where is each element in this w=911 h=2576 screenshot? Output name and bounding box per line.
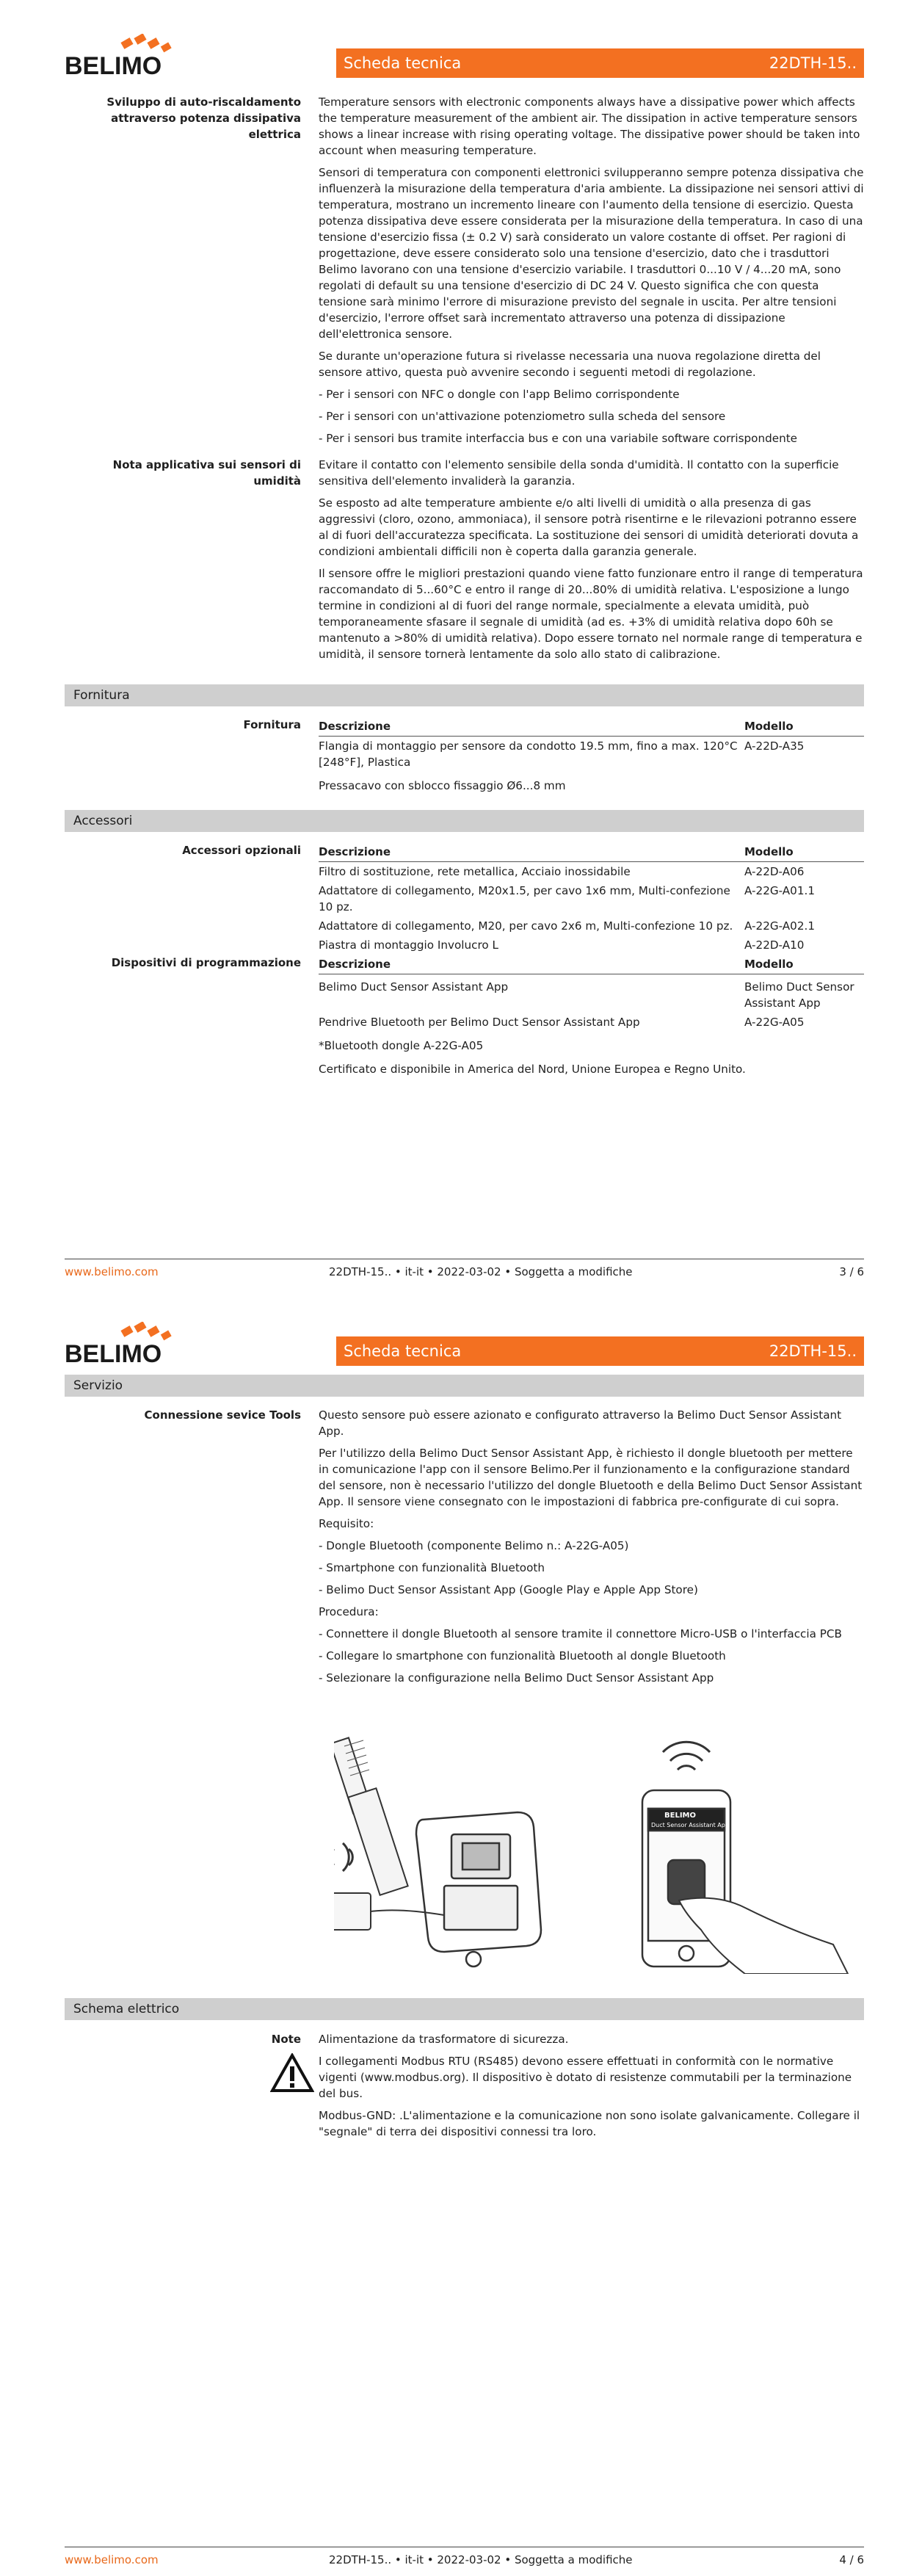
row-desc: Pressacavo con sblocco fissaggio Ø6...8 mm	[319, 779, 566, 792]
row-desc: *Bluetooth dongle A-22G-A05	[319, 1039, 484, 1052]
row-model	[744, 1032, 864, 1055]
fornitura-table	[319, 717, 864, 795]
table-row	[319, 974, 864, 1013]
prog-block	[65, 955, 864, 1079]
prog-table	[319, 955, 864, 1079]
phone-brand: BELIMO	[664, 1812, 696, 1820]
conn-list-item: - Connettere il dongle Bluetooth al sensore tramite il connettore Micro-USB o l'interfaccia PCB	[319, 1627, 842, 1640]
dev-paragraph: Temperature sensors with electronic components always have a dissipative power which affects the temperature measurement of the ambient air. The dissipation in active temperature sensors shows a linear increase with rising operating voltage. The dissipative power should be taken into account when measuring temperature.	[319, 95, 860, 157]
hum-block	[65, 457, 864, 668]
table-row	[319, 916, 864, 936]
row-desc: Certificato e disponibile in America del Nord, Unione Europea e Regno Unito.	[319, 1063, 746, 1076]
prog-label: Dispositivi di programmazione	[111, 956, 301, 969]
hum-paragraph: Evitare il contatto con l'elemento sensibile della sonda d'umidità. Il contatto con la superficie sensitiva dell'elemento invaliderà la garanzia.	[319, 458, 839, 488]
doc-title: Scheda tecnica	[344, 1342, 462, 1360]
section-servizio: Servizio	[65, 1375, 864, 1397]
note-label-col	[65, 2031, 319, 2146]
conn-list-item: - Dongle Bluetooth (componente Belimo n.: A-22G-A05)	[319, 1539, 629, 1552]
hum-paragraph: Il sensore offre le migliori prestazioni quando viene fatto funzionare entro il range di temperatura raccomandato di 5...60°C e entro il range di 20...80% di umidità relativa. L'esposizione a lungo termine in condizioni al di fuori del range normale, specialmente a elevata umidità, può temporaneamente sfasare il segnale di umidità (ad es. +3% di umidità relativa dopo 60h se mantenuto a >80% di umidità relativa). Dopo essere tornato nel normale range di temperatura e umidità, il sensore tornerà lentamente da solo allo stato di calibrazione.	[319, 567, 863, 661]
footer-info: 22DTH-15.. • it-it • 2022-03-02 • Soggetta a modifiche	[329, 2553, 633, 2566]
sensor-phone-illustration	[334, 1710, 863, 1974]
footer-page: 3 / 6	[839, 1265, 864, 1278]
svg-text:BELIMO: BELIMO	[65, 52, 162, 78]
note-paragraph: Modbus-GND: .L'alimentazione e la comunicazione non sono isolate galvanicamente. Collegare il "segnale" di terra dei dispositivi connessi tra loro.	[319, 2109, 860, 2138]
dev-list-item: - Per i sensori bus tramite interfaccia bus e con una variabile software corrispondente	[319, 432, 798, 445]
row-desc: Filtro di sostituzione, rete metallica, Acciaio inossidabile	[319, 865, 631, 878]
footer-site-link[interactable]: www.belimo.com	[65, 2553, 159, 2566]
section-schema: Schema elettrico	[65, 1998, 864, 2020]
conn-list-item: - Selezionare la configurazione nella Belimo Duct Sensor Assistant App	[319, 1671, 714, 1685]
conn-label: Connessione sevice Tools	[144, 1408, 301, 1422]
row-model: A-22D-A10	[744, 938, 805, 952]
dev-paragraph: Se durante un'operazione futura si rivelasse necessaria una nuova regolazione diretta del sensore attivo, questa può avvenire secondo i seguenti metodi di regolazione.	[319, 350, 821, 379]
svg-text:BELIMO: BELIMO	[65, 1340, 162, 1366]
conn-list-item: - Smartphone con funzionalità Bluetooth	[319, 1561, 545, 1574]
conn-paragraph: Per l'utilizzo della Belimo Duct Sensor Assistant App, è richiesto il dongle bluetooth per mettere in comunicazione l'app con il sensore Belimo.Per il funzionamento e la configurazione standard del sensore, non è necessario l'utilizzo del dongle Bluetooth e della Belimo Duct Sensor Assistant App. Il sensore viene consegnato con le impostazioni di fabbrica pre-configurate di cui sopra.	[319, 1447, 863, 1508]
note-paragraph: Alimentazione da trasformatore di sicurezza.	[319, 2033, 569, 2046]
hum-label: Nota applicativa sui sensori di umidità	[112, 458, 301, 488]
row-model: A-22G-A02.1	[744, 919, 815, 933]
col-desc: Descrizione	[319, 955, 744, 974]
col-desc: Descrizione	[319, 842, 744, 862]
acc-label: Accessori opzionali	[182, 844, 301, 857]
table-row	[319, 936, 864, 955]
section-accessori: Accessori	[65, 810, 864, 832]
col-model: Modello	[744, 955, 864, 974]
col-model: Modello	[744, 842, 864, 862]
page-footer	[65, 2547, 864, 2568]
row-desc: Flangia di montaggio per sensore da condotto 19.5 mm, fino a max. 120°C [248°F], Plastica	[319, 739, 738, 769]
doc-model: 22DTH-15..	[769, 54, 857, 72]
row-desc: Belimo Duct Sensor Assistant App	[319, 980, 509, 994]
doc-model: 22DTH-15..	[769, 1342, 857, 1360]
row-desc: Adattatore di collegamento, M20x1.5, per cavo 1x6 mm, Multi-confezione 10 pz.	[319, 884, 730, 913]
belimo-logo	[65, 1322, 182, 1366]
acc-block	[65, 842, 864, 955]
footer-site-link[interactable]: www.belimo.com	[65, 1265, 159, 1278]
conn-list-item: - Collegare lo smartphone con funzionalità Bluetooth al dongle Bluetooth	[319, 1649, 726, 1663]
page-header	[0, 0, 911, 87]
row-model	[744, 772, 864, 795]
table-row	[319, 1055, 864, 1079]
section-fornitura: Fornitura	[65, 684, 864, 706]
page-footer	[65, 1259, 864, 1280]
row-model: A-22G-A05	[744, 1016, 805, 1029]
conn-paragraph: Questo sensore può essere azionato e configurato attraverso la Belimo Duct Sensor Assistant App.	[319, 1408, 842, 1438]
footer-page: 4 / 6	[839, 2553, 864, 2566]
row-desc: Adattatore di collegamento, M20, per cavo 2x6 m, Multi-confezione 10 pz.	[319, 919, 733, 933]
dev-list-item: - Per i sensori con NFC o dongle con l'app Belimo corrispondente	[319, 388, 680, 401]
note-paragraph: I collegamenti Modbus RTU (RS485) devono essere effettuati in conformità con le normative vigenti (www.modbus.org). Il dispositivo è dotato di resistenze commutabili per la terminazione del bus.	[319, 2055, 852, 2100]
page-4	[0, 1288, 911, 2576]
dev-label: Sviluppo di auto-riscaldamento attraverso potenza dissipativa elettrica	[106, 95, 301, 141]
row-desc: Pendrive Bluetooth per Belimo Duct Sensor Assistant App	[319, 1016, 640, 1029]
dev-block	[65, 94, 864, 452]
conn-paragraph: Requisito:	[319, 1517, 374, 1530]
conn-list-item: - Belimo Duct Sensor Assistant App (Google Play e Apple App Store)	[319, 1583, 698, 1596]
table-row	[319, 881, 864, 916]
footer-info: 22DTH-15.. • it-it • 2022-03-02 • Soggetta a modifiche	[329, 1265, 633, 1278]
table-row	[319, 737, 864, 773]
conn-block	[65, 1407, 864, 1692]
note-block	[65, 2031, 864, 2146]
col-desc: Descrizione	[319, 717, 744, 737]
title-bar	[336, 48, 864, 78]
row-model: A-22G-A01.1	[744, 884, 815, 897]
phone-app-name: Duct Sensor Assistant App	[651, 1822, 729, 1828]
acc-table	[319, 842, 864, 955]
table-row	[319, 772, 864, 795]
page-header	[0, 1288, 911, 1375]
row-model: Belimo Duct Sensor Assistant App	[744, 980, 854, 1010]
table-row	[319, 862, 864, 882]
fornitura-label: Fornitura	[243, 718, 301, 731]
note-label: Note	[271, 2033, 301, 2046]
doc-title: Scheda tecnica	[344, 54, 462, 72]
row-model: A-22D-A06	[744, 865, 805, 878]
row-desc: Piastra di montaggio Involucro L	[319, 938, 498, 952]
table-row	[319, 1032, 864, 1055]
warning-icon	[270, 2053, 314, 2093]
fornitura-block	[65, 717, 864, 795]
dev-paragraph: Sensori di temperatura con componenti elettronici svilupperanno sempre potenza dissipativa che influenzerà la misurazione della temperatura d'aria ambiente. La dissipazione nei sensori attivi di temperatura, mostrano un incremento lineare con l'aumento della tensione di esercizio. Questa potenza dissipativa deve essere considerata per la misurazione della temperatura. In caso di una tensione d'esercizio fissa (± 0.2 V) sarà considerato un valore costante di offset. Per ragioni di progettazione, deve essere considerato solo una tensione d'esercizio, dato che i trasduttori Belimo lavorano con una tensione d'esercizio variabile. I trasduttori 0...10 V / 4...20 mA, sono regolati di default su una tensione d'esercizio di DC 24 V. Questo significa che con questa tensione sarà minimo l'errore di misurazione previsto del segnale in uscita. Per altre tensioni d'esercizio, l'errore offset sarà incrementato attraverso una potenza di dissipazione dell'elettronica sensore.	[319, 166, 864, 341]
col-model: Modello	[744, 717, 864, 737]
conn-paragraph: Procedura:	[319, 1605, 379, 1618]
hum-paragraph: Se esposto ad alte temperature ambiente e/o alti livelli di umidità o alla presenza di gas aggressivi (cloro, ozono, ammoniaca), il sensore potrà risentirne e le rilevazioni potranno essere al di fuori dell'accuratezza specificata. La sostituzione dei sensori di umidità deteriorati dovuta a condizioni ambientali difficili non è coperta dalla garanzia generale.	[319, 496, 859, 558]
dev-list-item: - Per i sensori con un'attivazione potenziometro sulla scheda del sensore	[319, 410, 726, 423]
belimo-logo	[65, 34, 182, 78]
row-model: A-22D-A35	[744, 739, 805, 753]
title-bar	[336, 1336, 864, 1366]
table-row	[319, 1013, 864, 1032]
